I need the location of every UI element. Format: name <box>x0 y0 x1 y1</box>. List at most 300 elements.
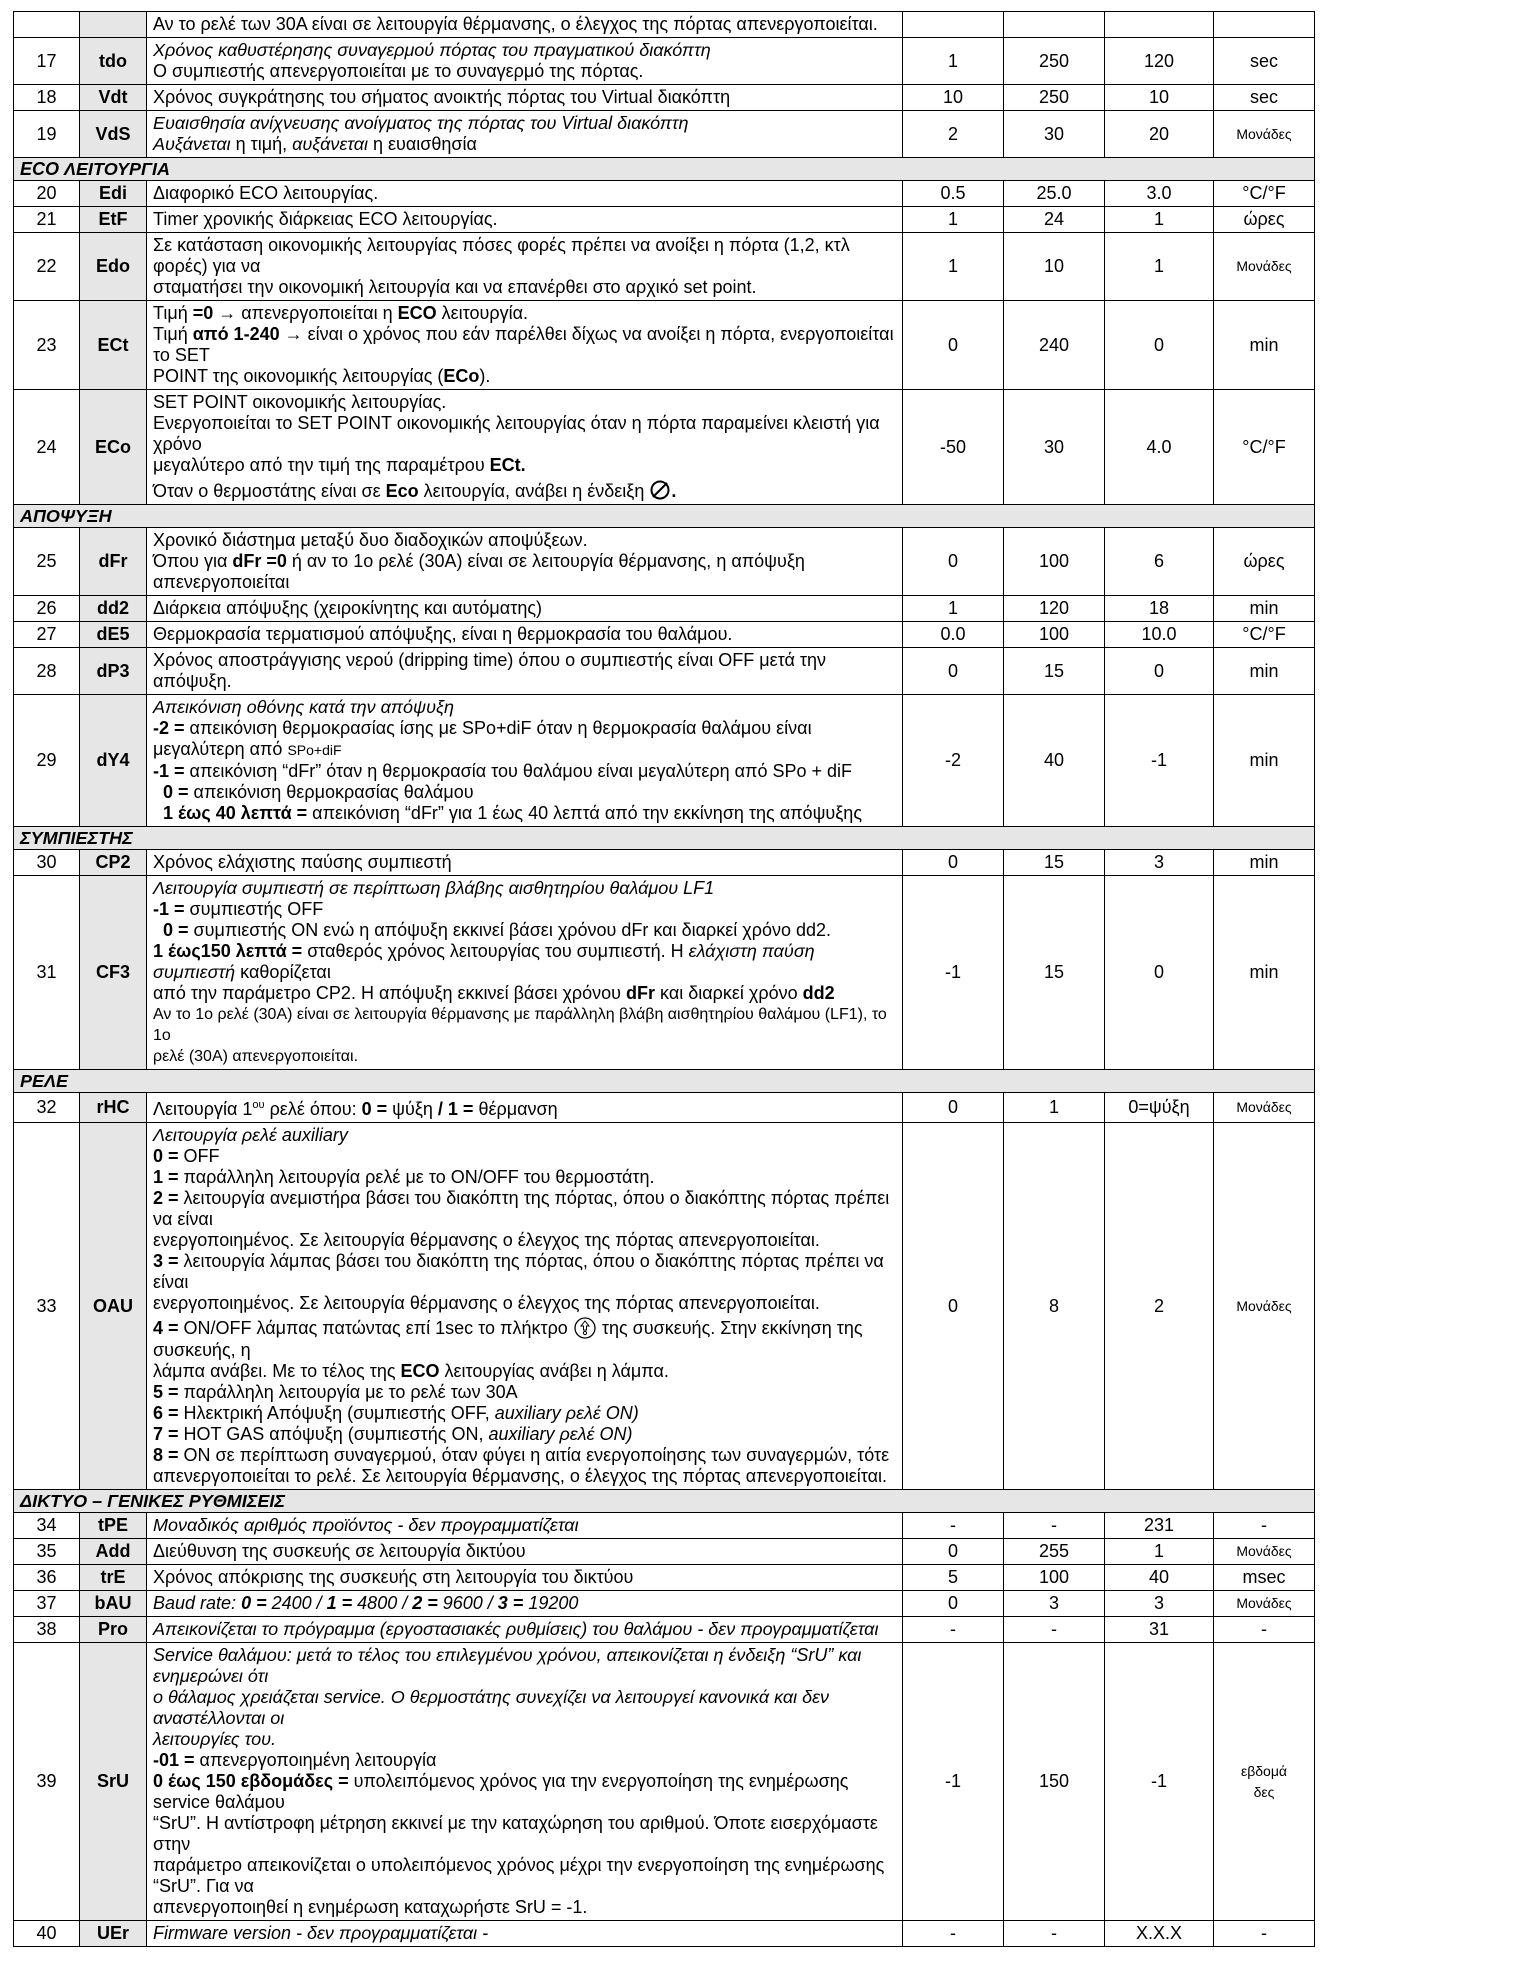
param-min: 0 <box>903 1539 1004 1565</box>
text-fragment: . <box>671 481 677 501</box>
param-max: 15 <box>1004 876 1105 1070</box>
param-code: Vdt <box>80 85 147 111</box>
param-code: VdS <box>80 111 147 158</box>
param-min: 2 <box>903 111 1004 158</box>
param-unit: Μονάδες <box>1214 1123 1315 1490</box>
param-unit: - <box>1214 1513 1315 1539</box>
table-row <box>14 596 1512 622</box>
param-number: 38 <box>14 1617 80 1643</box>
param-min: 0 <box>903 1123 1004 1490</box>
description-line: Service θαλάμου: μετά το τέλος του επιλεγμένου χρόνου, απεικονίζεται η ένδειξη “SrU” και ενημερώνει ότι <box>153 1645 862 1686</box>
param-number <box>14 12 80 38</box>
param-default: 120 <box>1105 38 1214 85</box>
param-default: 0 <box>1105 301 1214 390</box>
text-fragment: / 1 = <box>437 1099 474 1119</box>
param-default: 0 <box>1105 876 1214 1070</box>
param-min: 1 <box>903 233 1004 301</box>
text-fragment: dFr =0 <box>232 551 287 571</box>
table-row <box>14 390 1512 505</box>
param-description <box>147 390 903 505</box>
param-min: 1 <box>903 38 1004 85</box>
param-default: X.X.X <box>1105 1921 1214 1947</box>
param-code: Edo <box>80 233 147 301</box>
param-number: 37 <box>14 1591 80 1617</box>
description-line: Απεικόνιση οθόνης κατά την απόψυξη <box>153 697 455 717</box>
param-unit: Μονάδες <box>1214 111 1315 158</box>
param-default: 231 <box>1105 1513 1214 1539</box>
text-fragment: ελάχιστη παύση συμπιεστή <box>153 941 815 982</box>
param-min: -1 <box>903 1643 1004 1921</box>
param-min: 1 <box>903 207 1004 233</box>
param-description: Timer χρονικής διάρκειας ECO λειτουργίας. <box>147 207 903 233</box>
description-line <box>153 1445 896 1466</box>
section-title: ΑΠΟΨΥΞΗ <box>14 505 1315 528</box>
table-row <box>14 1123 1512 1490</box>
param-unit: sec <box>1214 85 1315 111</box>
param-code: SrU <box>80 1643 147 1921</box>
text-fragment: 0 = <box>163 920 189 940</box>
param-description <box>147 1591 903 1617</box>
description-line: Ευαισθησία ανίχνευσης ανοίγματος της πόρτας του Virtual διακόπτη <box>153 113 689 133</box>
text-fragment: OFF <box>178 1146 220 1166</box>
param-max: 25.0 <box>1004 181 1105 207</box>
text-fragment: σταθερός χρόνος λειτουργίας του συμπιεστή. Η <box>302 941 689 961</box>
param-default: 3 <box>1105 1591 1214 1617</box>
param-min: 0 <box>903 1591 1004 1617</box>
param-number: 21 <box>14 207 80 233</box>
param-default: 1 <box>1105 207 1214 233</box>
text-fragment: λειτουργίας ανάβει η λάμπα. <box>439 1361 669 1381</box>
description-line: ο θάλαμος χρειάζεται service. Ο θερμοστάτης συνεχίζει να λειτουργεί κανονικά και δεν αναστέλλονται οι <box>153 1687 830 1728</box>
param-number: 40 <box>14 1921 80 1947</box>
param-number: 17 <box>14 38 80 85</box>
description-line: Αν το 1ο ρελέ (30A) είναι σε λειτουργία θέρμανσης με παράλληλη βλάβη αισθητηρίου θαλάμου (LF1), το 1ο <box>153 1006 887 1044</box>
table-row <box>14 1565 1512 1591</box>
text-fragment: απενεργοποιημένη λειτουργία <box>194 1750 437 1770</box>
param-code: dFr <box>80 528 147 596</box>
description-line <box>153 455 896 476</box>
table-row <box>14 1513 1512 1539</box>
param-max: 120 <box>1004 596 1105 622</box>
param-code: Pro <box>80 1617 147 1643</box>
param-number: 29 <box>14 695 80 827</box>
param-default: 40 <box>1105 1565 1214 1591</box>
table-row <box>14 1539 1512 1565</box>
description-line: ενεργοποιημένος. Σε λειτουργία θέρμανσης ο έλεγχος της πόρτας απενεργοποιείται. <box>153 1293 820 1313</box>
param-default: 3.0 <box>1105 181 1214 207</box>
param-description <box>147 695 903 827</box>
table-row <box>14 1921 1512 1947</box>
description-line <box>153 782 896 803</box>
text-fragment: =0 <box>192 303 214 323</box>
text-fragment: 0 έως 150 εβδομάδες = <box>153 1771 349 1791</box>
text-fragment: η ευαισθησία <box>368 134 477 154</box>
param-min: 0.0 <box>903 622 1004 648</box>
param-unit <box>1214 12 1315 38</box>
param-code: UEr <box>80 1921 147 1947</box>
text-fragment: Όταν ο θερμοστάτης είναι σε <box>153 481 386 501</box>
param-default: 3 <box>1105 850 1214 876</box>
param-unit: min <box>1214 596 1315 622</box>
description-line: Σε κατάσταση οικονομικής λειτουργίας πόσες φορές πρέπει να ανοίξει η πόρτα (1,2, κτλ φορές) για να <box>153 235 850 276</box>
text-fragment: HOT GAS απόψυξη (συμπιεστής ON, <box>178 1424 489 1444</box>
param-default: 0=ψύξη <box>1105 1093 1214 1123</box>
text-fragment: 3 = <box>497 1593 524 1613</box>
text-fragment: παράλληλη λειτουργία με το ρελέ των 30A <box>178 1382 518 1402</box>
text-fragment: dd2 <box>802 983 835 1003</box>
param-default: 1 <box>1105 233 1214 301</box>
param-unit: Μονάδες <box>1214 1591 1315 1617</box>
param-description <box>147 1093 903 1123</box>
text-fragment: 3 = <box>153 1251 179 1271</box>
text-fragment: 1 = <box>153 1167 179 1187</box>
text-fragment: ρελέ όπου: <box>264 1099 362 1119</box>
param-code: tPE <box>80 1513 147 1539</box>
text-fragment: → απενεργοποιείται η <box>213 303 398 323</box>
section-title: ΡΕΛΕ <box>14 1070 1315 1093</box>
text-fragment: 1 έως150 λεπτά = <box>153 941 303 961</box>
text-fragment: από την παράμετρο CP2. Η απόψυξη εκκινεί βάσει χρόνου <box>153 983 627 1003</box>
param-description: Χρόνος ελάχιστης παύσης συμπιεστή <box>147 850 903 876</box>
param-unit: min <box>1214 648 1315 695</box>
param-min: 5 <box>903 1565 1004 1591</box>
description-line <box>153 1771 896 1813</box>
text-fragment: ου <box>252 1099 265 1111</box>
param-code: Add <box>80 1539 147 1565</box>
param-code: ECt <box>80 301 147 390</box>
table-row <box>14 695 1512 827</box>
description-line <box>153 1316 896 1361</box>
text-fragment: 8 = <box>153 1445 179 1465</box>
param-default <box>1105 12 1214 38</box>
param-default: 20 <box>1105 111 1214 158</box>
text-fragment: συμπιεστής ON ενώ η απόψυξη εκκινεί βάσει χρόνου dFr και διαρκεί χρόνο dd2. <box>188 920 831 940</box>
param-min: 0 <box>903 528 1004 596</box>
param-unit: min <box>1214 695 1315 827</box>
param-number: 35 <box>14 1539 80 1565</box>
text-fragment: ECO <box>397 303 437 323</box>
param-max: 255 <box>1004 1539 1105 1565</box>
param-max: 100 <box>1004 1565 1105 1591</box>
table-row <box>14 876 1512 1070</box>
description-line: Λειτουργία ρελέ auxiliary <box>153 1125 348 1145</box>
section-title: ECO ΛΕΙΤΟΥΡΓΙΑ <box>14 158 1315 181</box>
param-min: -50 <box>903 390 1004 505</box>
param-max: - <box>1004 1921 1105 1947</box>
description-line: SET POINT οικονομικής λειτουργίας. <box>153 392 447 412</box>
text-fragment: 0 = <box>241 1593 267 1613</box>
param-code: OAU <box>80 1123 147 1490</box>
param-number: 22 <box>14 233 80 301</box>
text-fragment: συμπιεστής OFF <box>184 899 324 919</box>
text-fragment: από 1-240 <box>192 324 280 344</box>
param-description <box>147 38 903 85</box>
text-fragment: auxiliary ρελέ ON) <box>488 1424 633 1444</box>
param-max: - <box>1004 1513 1105 1539</box>
param-max: 250 <box>1004 38 1105 85</box>
table-row <box>14 233 1512 301</box>
param-code: tdo <box>80 38 147 85</box>
text-fragment: απεικόνιση θερμοκρασίας θαλάμου <box>188 782 474 802</box>
param-max: 15 <box>1004 648 1105 695</box>
table-row <box>14 181 1512 207</box>
param-default: 2 <box>1105 1123 1214 1490</box>
param-number: 23 <box>14 301 80 390</box>
description-line <box>153 366 896 387</box>
section-title: ΔΙΚΤΥΟ – ΓΕΝΙΚΕΣ ΡΥΘΜΙΣΕΙΣ <box>14 1490 1315 1513</box>
param-number: 30 <box>14 850 80 876</box>
table-row <box>14 622 1512 648</box>
param-code: dE5 <box>80 622 147 648</box>
param-max: 1 <box>1004 1093 1105 1123</box>
text-fragment: Τιμή <box>153 303 193 323</box>
param-description <box>147 12 903 38</box>
param-code: CP2 <box>80 850 147 876</box>
description-line <box>153 1251 896 1293</box>
text-fragment: μεγαλύτερο από την τιμή της παραμέτρου <box>153 455 490 475</box>
param-min: - <box>903 1617 1004 1643</box>
param-number: 33 <box>14 1123 80 1490</box>
param-default: -1 <box>1105 695 1214 827</box>
param-code <box>80 12 147 38</box>
param-unit: °C/°F <box>1214 622 1315 648</box>
description-line <box>153 324 896 366</box>
description-line <box>153 551 896 593</box>
text-fragment: ). <box>479 366 491 386</box>
param-description <box>147 111 903 158</box>
text-fragment: απεικόνιση “dFr” όταν η θερμοκρασία του θαλάμου είναι μεγαλύτερη από SPo + diF <box>184 761 853 781</box>
section-title: ΣΥΜΠΙΕΣΤΗΣ <box>14 827 1315 850</box>
param-default: 10.0 <box>1105 622 1214 648</box>
text-fragment: ON σε περίπτωση συναγερμού, όταν φύγει η αιτία ενεργοποίησης των συναγερμών, τότε <box>178 1445 890 1465</box>
param-code: rHC <box>80 1093 147 1123</box>
text-fragment: ECO <box>400 1361 440 1381</box>
description-line <box>153 1361 896 1382</box>
text-fragment: -1 = <box>153 761 185 781</box>
param-number: 26 <box>14 596 80 622</box>
text-fragment: 0 = <box>163 782 189 802</box>
text-fragment: καθορίζεται <box>235 962 331 982</box>
param-code: Edi <box>80 181 147 207</box>
param-unit: msec <box>1214 1565 1315 1591</box>
table-row <box>14 1591 1512 1617</box>
param-number: 31 <box>14 876 80 1070</box>
param-max: 240 <box>1004 301 1105 390</box>
param-min: 0 <box>903 850 1004 876</box>
param-unit: ώρες <box>1214 207 1315 233</box>
param-unit: min <box>1214 876 1315 1070</box>
param-min: 0.5 <box>903 181 1004 207</box>
param-number: 20 <box>14 181 80 207</box>
param-min: -2 <box>903 695 1004 827</box>
param-code: dY4 <box>80 695 147 827</box>
text-fragment: λειτουργία. <box>436 303 528 323</box>
section-header-row <box>14 827 1512 850</box>
text-fragment: ή αν το 1ο ρελέ (30A) είναι σε λειτουργία θέρμανσης, η απόψυξη απενεργοποιείται <box>153 551 805 592</box>
unit-line: εβδομά <box>1240 1762 1288 1779</box>
eco-mode-icon <box>649 479 671 501</box>
param-unit: °C/°F <box>1214 181 1315 207</box>
text-fragment: απεικόνιση θερμοκρασίας ίσης με SPo+diF όταν η θερμοκρασία θαλάμου είναι μεγαλύτερη από <box>153 718 812 759</box>
text-fragment: dFr <box>626 983 656 1003</box>
text-fragment: ECo <box>443 366 480 386</box>
text-fragment: 6 = <box>153 1403 179 1423</box>
param-unit: - <box>1214 1921 1315 1947</box>
description-line: Ενεργοποιείται το SET POINT οικονομικής λειτουργίας όταν η πόρτα παραμείνει κλειστή για χρόνο <box>153 413 880 454</box>
description-line <box>153 983 896 1004</box>
text-fragment: λειτουργία λάμπας βάσει του διακόπτη της πόρτας, όπου ο διακόπτης πόρτας πρέπει να είναι <box>153 1251 884 1292</box>
param-code: ECo <box>80 390 147 505</box>
param-code: dP3 <box>80 648 147 695</box>
table-row <box>14 1643 1512 1921</box>
param-unit: Μονάδες <box>1214 233 1315 301</box>
param-max: 10 <box>1004 233 1105 301</box>
light-key-icon <box>573 1316 597 1340</box>
param-number: 27 <box>14 622 80 648</box>
description-line <box>153 941 896 983</box>
param-max: 15 <box>1004 850 1105 876</box>
text-fragment: λάμπα ανάβει. Με το τέλος της <box>153 1361 401 1381</box>
description-line <box>153 1403 896 1424</box>
param-description <box>147 233 903 301</box>
param-code: bAU <box>80 1591 147 1617</box>
param-default: -1 <box>1105 1643 1214 1921</box>
text-fragment: θέρμανση <box>473 1099 558 1119</box>
param-description: Διάρκεια απόψυξης (χειροκίνητης και αυτόματης) <box>147 596 903 622</box>
text-fragment: 2 = <box>412 1593 438 1613</box>
param-max: - <box>1004 1617 1105 1643</box>
text-fragment: αυξάνεται <box>292 134 368 154</box>
text-fragment: -2 = <box>153 718 185 738</box>
text-fragment: → είναι ο χρόνος που εάν παρέλθει δίχως να ανοίξει η πόρτα, ενεργοποιείται το SET <box>153 324 894 365</box>
param-unit: Μονάδες <box>1214 1093 1315 1123</box>
description-line: ρελέ (30A) απενεργοποιείται. <box>153 1048 359 1065</box>
param-code: CF3 <box>80 876 147 1070</box>
description-line: Χρόνος καθυστέρησης συναγερμού πόρτας του πραγματικού διακόπτη <box>153 40 711 60</box>
text-fragment: παράλληλη λειτουργία ρελέ με το ON/OFF του θερμοστάτη. <box>178 1167 655 1187</box>
description-line <box>153 1188 896 1230</box>
text-fragment: 9600 / <box>437 1593 498 1613</box>
table-row <box>14 301 1512 390</box>
param-description: Χρόνος αποστράγγισης νερού (dripping time) όπου ο συμπιεστής είναι OFF μετά την απόψυξη. <box>147 648 903 695</box>
description-line: Χρονικό διάστημα μεταξύ δυο διαδοχικών αποψύξεων. <box>153 530 588 550</box>
param-description: Firmware version - δεν προγραμματίζεται - <box>147 1921 903 1947</box>
param-min <box>903 12 1004 38</box>
param-description: Θερμοκρασία τερματισμού απόψυξης, είναι η θερμοκρασία του θαλάμου. <box>147 622 903 648</box>
param-min: 0 <box>903 1093 1004 1123</box>
param-description <box>147 876 903 1070</box>
description-line <box>153 479 896 502</box>
param-max: 8 <box>1004 1123 1105 1490</box>
description-line <box>153 1146 896 1167</box>
text-fragment: 4 = <box>153 1318 179 1338</box>
text-fragment: 0 = <box>361 1099 388 1119</box>
param-description <box>147 301 903 390</box>
table-row <box>14 648 1512 695</box>
table-row <box>14 12 1512 38</box>
description-line <box>153 1382 896 1403</box>
text-fragment: POINT της οικονομικής λειτουργίας ( <box>153 366 444 386</box>
section-header-row <box>14 1070 1512 1093</box>
text-fragment: λειτουργία, ανάβει η ένδειξη <box>418 481 650 501</box>
param-description: Χρόνος συγκράτησης του σήματος ανοικτής πόρτας του Virtual διακόπτη <box>147 85 903 111</box>
param-unit: ώρες <box>1214 528 1315 596</box>
param-default: 0 <box>1105 648 1214 695</box>
description-line: Ο συμπιεστής απενεργοποιείται με το συναγερμό της πόρτας. <box>153 61 644 81</box>
param-unit: - <box>1214 1617 1315 1643</box>
param-number: 32 <box>14 1093 80 1123</box>
text-fragment: 4800 / <box>352 1593 413 1613</box>
table-row <box>14 111 1512 158</box>
table-row <box>14 207 1512 233</box>
description-line <box>153 761 896 782</box>
param-description <box>147 528 903 596</box>
description-line <box>153 1167 896 1188</box>
param-default: 6 <box>1105 528 1214 596</box>
param-max: 100 <box>1004 528 1105 596</box>
text-fragment: 7 = <box>153 1424 179 1444</box>
param-min: -1 <box>903 876 1004 1070</box>
text-fragment: 2 = <box>153 1188 179 1208</box>
section-header-row <box>14 505 1512 528</box>
text-fragment: 19200 <box>523 1593 579 1613</box>
param-number: 19 <box>14 111 80 158</box>
param-default: 18 <box>1105 596 1214 622</box>
text-fragment: Λειτουργία 1 <box>153 1099 253 1119</box>
description-line <box>153 920 896 941</box>
param-min: 0 <box>903 648 1004 695</box>
param-max: 3 <box>1004 1591 1105 1617</box>
param-max: 250 <box>1004 85 1105 111</box>
param-min: 0 <box>903 301 1004 390</box>
param-unit: °C/°F <box>1214 390 1315 505</box>
param-unit: min <box>1214 850 1315 876</box>
text-fragment: SPo+diF <box>287 742 342 758</box>
text-fragment: ECt. <box>489 455 526 475</box>
description-line <box>153 718 896 761</box>
param-unit <box>1214 1643 1315 1921</box>
description-line: Αν το ρελέ των 30A είναι σε λειτουργία θέρμανσης, ο έλεγχος της πόρτας απενεργοποιείται. <box>153 14 878 34</box>
description-line: σταματήσει την οικονομική λειτουργία και να επανέρθει στο αρχικό set point. <box>153 277 757 297</box>
param-max: 30 <box>1004 111 1105 158</box>
param-number: 18 <box>14 85 80 111</box>
param-min: - <box>903 1921 1004 1947</box>
text-fragment: -1 = <box>153 899 185 919</box>
section-header-row <box>14 158 1512 181</box>
text-fragment: 1 = <box>326 1593 353 1613</box>
text-fragment: 0 = <box>153 1146 179 1166</box>
text-fragment: auxiliary ρελέ ON) <box>494 1403 639 1423</box>
text-fragment: της συσκευής. Στην εκκίνηση της συσκευής, η <box>153 1318 863 1360</box>
description-line <box>153 303 896 324</box>
description-line: “SrU”. Η αντίστροφη μέτρηση εκκινεί με την καταχώρηση του αριθμού. Όποτε εισερχόμαστε στην <box>153 1813 878 1854</box>
text-fragment: 2400 / <box>266 1593 327 1613</box>
param-unit: Μονάδες <box>1214 1539 1315 1565</box>
param-code: dd2 <box>80 596 147 622</box>
description-line <box>153 803 896 824</box>
description-line: ενεργοποιημένος. Σε λειτουργία θέρμανσης ο έλεγχος της πόρτας απενεργοποιείται. <box>153 1230 820 1250</box>
unit-line: δες <box>1253 1783 1275 1800</box>
param-description <box>147 1123 903 1490</box>
table-row <box>14 85 1512 111</box>
text-fragment: ON/OFF λάμπας πατώντας επί 1sec το πλήκτρο <box>178 1318 573 1338</box>
param-description <box>147 1643 903 1921</box>
table-row <box>14 1093 1512 1123</box>
text-fragment: Τιμή <box>153 324 193 344</box>
table-row <box>14 850 1512 876</box>
text-fragment: ψύξη <box>387 1099 438 1119</box>
param-max <box>1004 12 1105 38</box>
